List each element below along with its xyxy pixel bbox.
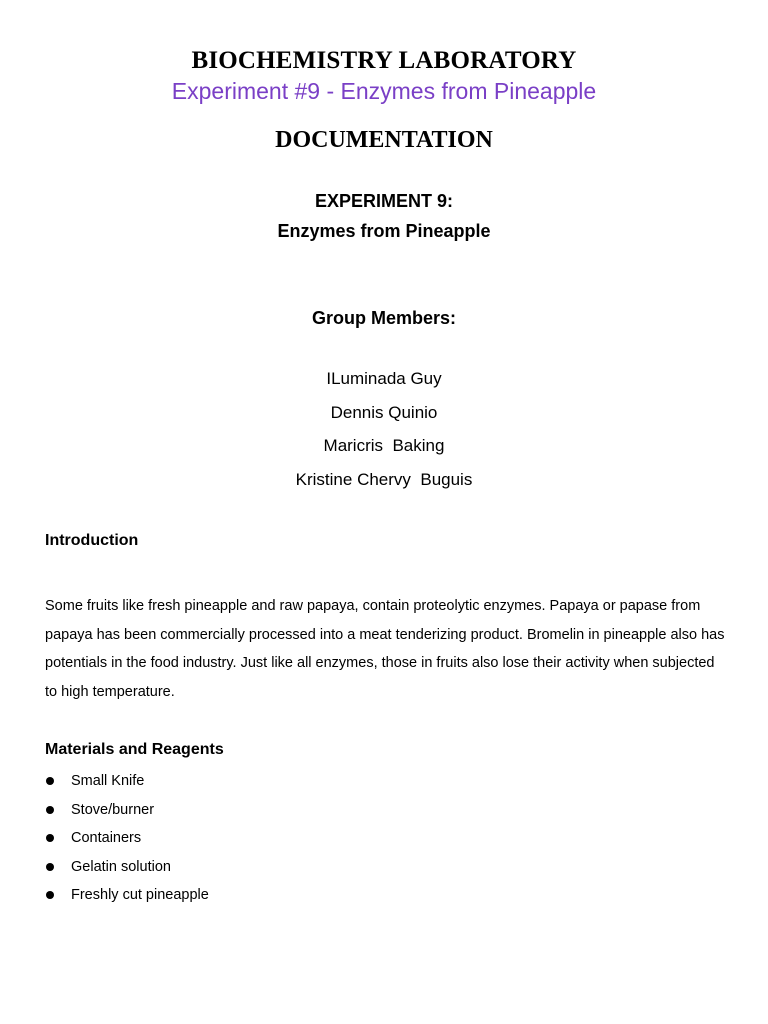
group-members-list: [0, 362, 768, 496]
group-member: ILuminada Guy: [326, 369, 442, 388]
list-item: [45, 796, 209, 825]
list-item: [45, 824, 209, 853]
bullet-icon: [46, 863, 54, 871]
list-item: [45, 767, 209, 796]
experiment-label: EXPERIMENT 9:: [314, 191, 454, 211]
bullet-icon: [46, 806, 54, 814]
introduction-paragraph: Some fruits like fresh pineapple and raw papaya, contain proteolytic enzymes. Papaya or papase from papaya has been commercially processed into a meat tenderizing product. Bromelin in pineapple also has potentials in the food industry. Just like all enzymes, those in fruits also lose their activity when subjected to high temperature.: [45, 598, 725, 700]
group-member: Maricris Baking: [323, 436, 445, 455]
material-label: Small Knife: [71, 773, 145, 789]
material-label: Stove/burner: [71, 801, 155, 818]
bullet-icon: [46, 891, 54, 899]
bullet-icon: [46, 834, 54, 842]
material-label: Containers: [71, 830, 142, 847]
group-member: Dennis Quinio: [330, 402, 438, 422]
list-item: [45, 853, 209, 882]
material-label: Gelatin solution: [71, 858, 171, 875]
materials-list: [45, 767, 209, 910]
documentation-heading: DOCUMENTATION: [275, 127, 493, 153]
lab-title: BIOCHEMISTRY LABORATORY: [191, 47, 577, 74]
materials-heading: Materials and Reagents: [45, 741, 224, 758]
experiment-name: Enzymes from Pineapple: [277, 221, 491, 241]
list-item: [45, 881, 209, 910]
bullet-icon: [46, 777, 54, 785]
experiment-subtitle: Experiment #9 - Enzymes from Pineapple: [171, 78, 597, 104]
group-members-heading: Group Members:: [311, 308, 457, 328]
material-label: Freshly cut pineapple: [71, 887, 209, 904]
introduction-heading: Introduction: [45, 532, 139, 549]
group-member: Kristine Chervy Buguis: [295, 469, 473, 489]
